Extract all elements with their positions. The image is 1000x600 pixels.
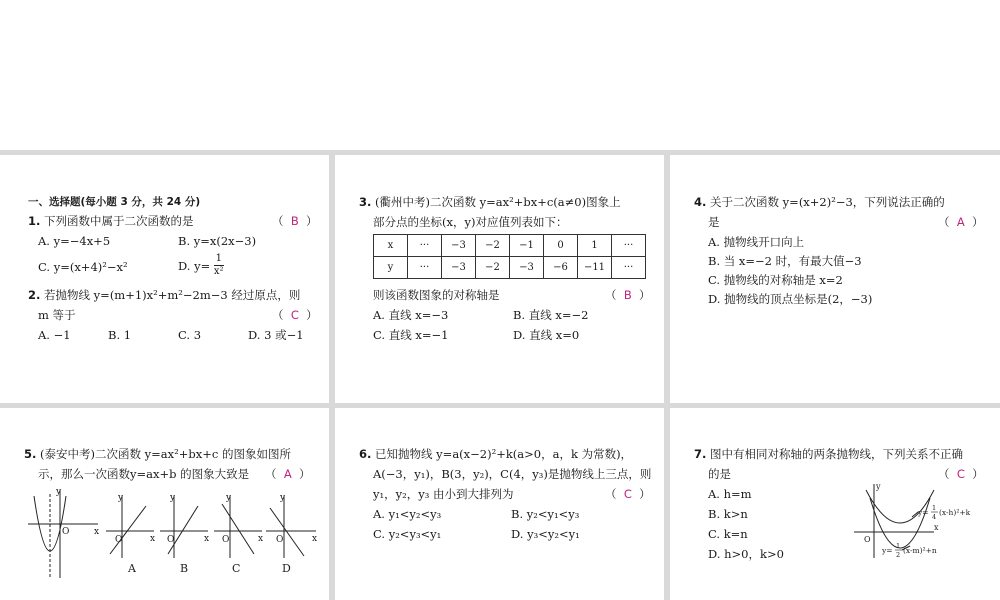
origin-label: O <box>864 535 871 544</box>
q5-stem-line2: 示，那么一次函数y=ax+b 的图象大致是 <box>38 467 250 481</box>
axis-x-label: x <box>150 534 156 544</box>
q1-answer: （ B ） <box>272 214 318 228</box>
origin-label: O <box>115 535 123 545</box>
q6-stem-line3: y₁，y₂，y₃ 由小到大排列为 <box>373 487 514 501</box>
q4-option-b: B. 当 x=−2 时，有最大值−3 <box>708 254 862 268</box>
axis-x-label: x <box>204 534 210 544</box>
q5-graphs <box>22 486 322 581</box>
table-cell: ··· <box>612 257 646 279</box>
svg-text:(x-h)²+k: (x-h)²+k <box>939 508 971 517</box>
q6-option-c: C. y₂<y₃<y₁ <box>373 527 442 541</box>
q1-stem: 1. 下列函数中属于二次函数的是 <box>28 214 194 228</box>
graph-b <box>160 496 208 558</box>
q6-stem-line1: 6. 已知抛物线 y=a(x−2)²+k(a>0，a，k 为常数)， <box>359 447 633 461</box>
axis-x-label: x <box>934 523 939 532</box>
q4-answer: （ A ） <box>938 215 984 229</box>
q7-option-a: A. h=m <box>708 487 752 501</box>
q7-option-c: C. k=n <box>708 527 748 541</box>
axis-y-label: y <box>118 493 124 503</box>
axis-x-label: x <box>258 534 264 544</box>
panel-q7 <box>670 408 1000 600</box>
graph-c <box>214 496 262 558</box>
q3-option-c: C. 直线 x=−1 <box>373 328 449 342</box>
q1-option-b: B. y=x(2x−3) <box>178 234 257 248</box>
origin-label: O <box>222 535 230 545</box>
q7-stem-line1: 7. 图中有相同对称轴的两条抛物线，下列关系不正确 <box>694 447 964 461</box>
q2-option-b: B. 1 <box>108 328 132 342</box>
q2-stem-line2: m 等于 <box>38 308 76 322</box>
table-cell: x <box>374 235 408 257</box>
table-cell: −11 <box>578 257 612 279</box>
graph-label-a: A <box>128 562 136 575</box>
table-cell: −3 <box>442 257 476 279</box>
q1-option-d: D. y= $\frac{1}{\text{x²}}$ <box>178 253 224 277</box>
table-cell: y <box>374 257 408 279</box>
table-cell: −2 <box>476 235 510 257</box>
section-header: 一、选择题(每小题 3 分，共 24 分) <box>28 196 201 208</box>
q6-option-d: D. y₃<y₂<y₁ <box>511 527 580 541</box>
q7-answer: （ C ） <box>938 467 984 481</box>
q2-stem-line1: 2. 若抛物线 y=(m+1)x²+m²−2m−3 经过原点，则 <box>28 288 301 302</box>
q6-answer: （ C ） <box>605 487 651 501</box>
table-cell: 1 <box>578 235 612 257</box>
graph-label-c: C <box>232 562 241 575</box>
axis-y-label: y <box>56 487 62 497</box>
q5-answer: （ A ） <box>265 467 311 481</box>
panel-q6 <box>335 408 664 600</box>
q3-answer: （ B ） <box>605 288 651 302</box>
svg-text:y=: y= <box>918 508 929 517</box>
q2-option-c: C. 3 <box>178 328 202 342</box>
axis-y-label: y <box>170 493 176 503</box>
origin-label: O <box>167 535 175 545</box>
q2-answer: （ C ） <box>272 308 318 322</box>
q6-option-a: A. y₁<y₂<y₃ <box>373 507 442 521</box>
svg-text:2: 2 <box>896 551 901 559</box>
table-cell: −3 <box>510 257 544 279</box>
table-cell: ··· <box>408 235 442 257</box>
table-row <box>374 235 646 257</box>
graph-d <box>266 496 316 558</box>
q7-option-b: B. k>n <box>708 507 748 521</box>
q3-stem-line2: 部分点的坐标(x，y)对应值列表如下： <box>373 215 568 229</box>
panel-q1-q2 <box>0 155 329 403</box>
table-cell: ··· <box>408 257 442 279</box>
q1-option-c: C. y=(x+4)²−x² <box>38 260 128 274</box>
q4-stem-line2: 是 <box>708 215 720 229</box>
q5-stem-line1: 5. (泰安中考)二次函数 y=ax²+bx+c 的图象如图所 <box>24 447 291 461</box>
q4-option-a: A. 抛物线开口向上 <box>708 235 805 249</box>
q7-option-d: D. h>0，k>0 <box>708 547 784 561</box>
q6-stem-line2: A(−3，y₁)，B(3，y₂)，C(4，y₃)是抛物线上三点，则 <box>373 467 652 481</box>
q3-value-table <box>373 234 646 279</box>
svg-text:y=: y= <box>882 546 893 555</box>
svg-text:1: 1 <box>932 504 937 512</box>
table-cell: −2 <box>476 257 510 279</box>
q4-option-c: C. 抛物线的对称轴是 x=2 <box>708 273 843 287</box>
panel-q5 <box>0 408 329 600</box>
svg-text:(x-m)²+n: (x-m)²+n <box>903 546 937 555</box>
curve-upper <box>866 490 937 523</box>
curve-lower-label <box>881 542 937 559</box>
axis-x-label: x <box>94 527 100 537</box>
origin-label: O <box>62 527 70 537</box>
graph-a <box>106 496 154 558</box>
table-cell: ··· <box>612 235 646 257</box>
axis-y-label: y <box>876 482 881 491</box>
q3-stem-line1: 3. (衢州中考)二次函数 y=ax²+bx+c(a≠0)图象上 <box>359 195 621 209</box>
table-cell: 0 <box>544 235 578 257</box>
q4-stem-line1: 4. 关于二次函数 y=(x+2)²−3，下列说法正确的 <box>694 195 945 209</box>
svg-text:4: 4 <box>932 513 937 521</box>
axis-y-label: y <box>226 493 232 503</box>
q3-option-a: A. 直线 x=−3 <box>373 308 449 322</box>
q2-option-a: A. −1 <box>38 328 71 342</box>
q7-two-parabolas-figure <box>852 480 997 560</box>
axis-x-label: x <box>312 534 318 544</box>
q4-option-d: D. 抛物线的顶点坐标是(2，−3) <box>708 292 873 306</box>
q1-option-a: A. y=−4x+5 <box>38 234 111 248</box>
table-cell: −6 <box>544 257 578 279</box>
table-cell: −1 <box>510 235 544 257</box>
table-cell: −3 <box>442 235 476 257</box>
origin-label: O <box>276 535 284 545</box>
q3-question: 则该函数图象的对称轴是 <box>373 288 500 302</box>
axis-y-label: y <box>280 493 286 503</box>
q7-stem-line2: 的是 <box>708 467 731 481</box>
panel-q3 <box>335 155 664 403</box>
q6-option-b: B. y₂<y₁<y₃ <box>511 507 580 521</box>
panel-q4 <box>670 155 1000 403</box>
table-row <box>374 257 646 279</box>
q3-option-b: B. 直线 x=−2 <box>513 308 589 322</box>
graph-label-b: B <box>180 562 189 575</box>
curve-upper-label <box>917 504 971 521</box>
svg-text:1: 1 <box>896 542 901 550</box>
q3-option-d: D. 直线 x=0 <box>513 328 580 342</box>
graph-label-d: D <box>282 562 291 575</box>
q2-option-d: D. 3 或−1 <box>248 328 304 342</box>
